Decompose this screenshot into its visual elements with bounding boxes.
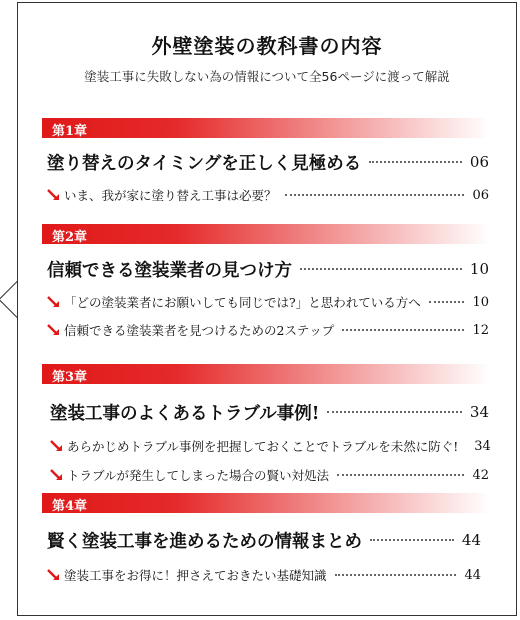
leader-dots [342,329,464,331]
red-arrow-icon [47,323,62,337]
chapter-4-header [42,493,490,513]
chapter-2-sub-entry-2 [47,320,489,340]
chapter-label: 第4章 [52,499,88,514]
chapter-1-sub-entry-1 [47,185,489,205]
leader-dots [370,539,454,541]
page-number: 12 [472,322,489,338]
chapter-2-main-entry [47,256,489,282]
entry-title: 「どの塗装業者にお願いしても同じでは?」と思われている方へ [64,295,421,310]
entry-title: 賢く塗装工事を進めるための情報まとめ [47,531,362,552]
chapter-label: 第1章 [52,124,88,139]
chapter-4-main-entry [47,527,481,553]
page-number: 42 [472,467,489,483]
leader-dots [429,301,465,303]
red-arrow-icon [47,295,62,309]
page-number: 10 [472,294,489,310]
page-number: 10 [469,260,489,278]
page-number: 34 [469,403,489,421]
entry-title: 塗装工事のよくあるトラブル事例! [50,403,320,424]
page-number: 34 [474,438,491,454]
red-arrow-icon [50,468,65,482]
chapter-1-main-entry [47,149,489,175]
entry-title: 塗り替えのタイミングを正しく見極める [47,153,362,174]
chapter-label: 第2章 [52,230,88,245]
page-number: 06 [469,153,489,171]
entry-title: 信頼できる塗装業者の見つけ方 [47,260,292,281]
page-title: 外壁塗装の教科書の内容 [151,34,383,58]
entry-title: 信頼できる塗装業者を見つけるための2ステップ [64,323,335,338]
chapter-3-sub-entry-2 [50,465,489,485]
entry-title: 塗装工事をお得に！押さえておきたい基礎知識 [64,568,327,583]
leader-dots [337,474,464,476]
entry-title: トラブルが発生してしまった場合の賢い対処法 [67,468,330,483]
entry-title: あらかじめトラブル事例を把握しておくことでトラブルを未然に防ぐ! [67,439,459,454]
chapter-3-header [42,364,490,384]
entry-title: いま、我が家に塗り替え工事は必要？ [64,188,277,203]
red-arrow-icon [47,188,62,202]
page-number: 44 [461,531,481,549]
chapter-4-sub-entry-1 [47,565,481,585]
page-number: 44 [464,567,481,583]
page-subtitle: 塗装工事に失敗しない為の情報について全56ページに渡って解説 [84,69,450,84]
red-arrow-icon [47,568,62,582]
chapter-label: 第3章 [52,370,88,385]
leader-dots [285,194,465,196]
red-arrow-icon [50,439,65,453]
leader-dots [369,161,462,163]
leader-dots [335,574,457,576]
page-number: 06 [472,187,489,203]
chapter-1-header [42,118,490,138]
chapter-3-main-entry [50,399,489,425]
chapter-2-header [42,224,490,244]
leader-dots [300,268,462,270]
chapter-3-sub-entry-1 [50,436,489,456]
chapter-2-sub-entry-1 [47,292,489,312]
leader-dots [327,411,461,413]
